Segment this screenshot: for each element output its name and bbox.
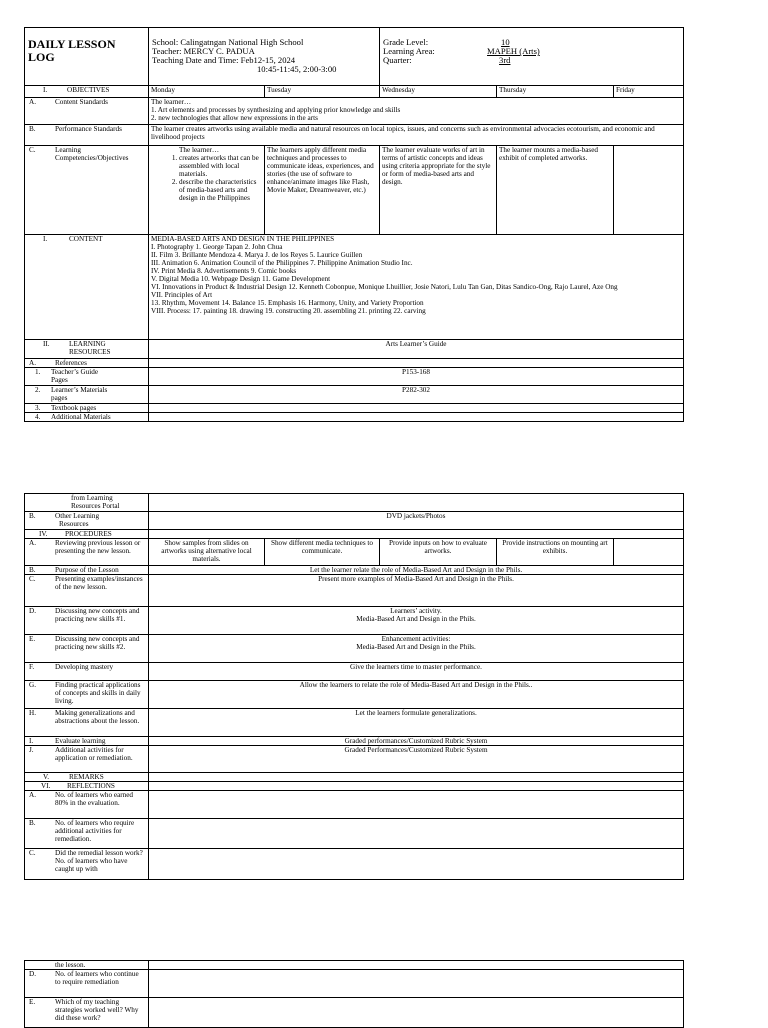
procedure-j-row xyxy=(25,746,684,773)
procedure-a-thursday: Provide instructions on mounting art exhibits. xyxy=(497,539,614,566)
procedure-e-row xyxy=(25,635,684,663)
procedure-d-row xyxy=(25,607,684,635)
performance-standards-text: The learner creates artworks using available media and natural resources on local topics, issues, and concerns such as environmental advocacies ecotourism, and economic and livelihood projects xyxy=(149,125,684,146)
reflection-c-cont-row xyxy=(25,961,684,970)
reflection-e-row xyxy=(25,998,684,1028)
textbook-row xyxy=(25,404,684,413)
content-row xyxy=(25,235,684,340)
area-label: Learning Area: xyxy=(383,46,435,56)
lesson-log-page-1 xyxy=(24,27,684,422)
procedure-e-value: Enhancement activities: Media-Based Art and Design in the Phils. xyxy=(149,635,684,663)
teacher-name: Teacher: MERCY C. PADUA xyxy=(152,46,255,56)
header-row xyxy=(25,28,684,86)
reflection-a-row xyxy=(25,791,684,819)
other-resources-label: B. Other Learning Resources xyxy=(25,512,149,530)
procedure-b-value: Let the learner relate the role of Media-Based Art and Design in the Phils. xyxy=(149,566,684,575)
procedure-h-row xyxy=(25,709,684,737)
quarter-value: 3rd xyxy=(499,55,511,65)
reflections-heading: VI. REFLECTIONS xyxy=(25,782,149,791)
reflection-e-label: E. Which of my teaching strategies worked well? Why did these work? xyxy=(25,998,149,1028)
grade-label: Grade Level: xyxy=(383,37,429,47)
learning-resources-row xyxy=(25,340,684,359)
competencies-row xyxy=(25,146,684,235)
competencies-monday: The learner… 1. creates artworks that can be assembled with local materials. 2. describe the characteristics of media-based arts and design in the Philippines xyxy=(149,146,265,235)
textbook-label: 3. Textbook pages xyxy=(25,404,149,413)
day-wednesday: Wednesday xyxy=(380,86,497,98)
lesson-log-page-2 xyxy=(24,493,684,880)
content-standards-label: A. Content Standards xyxy=(25,98,149,125)
content-text: MEDIA-BASED ARTS AND DESIGN IN THE PHILIPPINES I. Photography 1. George Tapan 2. John Chua II. Film 3. Brillante Mendoza 4. Marya J. de los Reyes 5. Laurice Guillen III. Animation 6. Animation Council of the Philippines 7. Philippine Animation Studio Inc. IV. Print Media 8. Advertisements 9. Comic books V. Digital Media 10. Webpage Design 11. Game Development VI. Innovations in Product & Industrial Design 12. Kenneth Cobonpue, Monique Lhuillier, Josie Natori, Lulu Tan Gan, Ditas Sandico-Ong, Rajo Laurel, Aze Ong VII. Principles of Art 13. Rhythm, Movement 14. Balance 15. Emphasis 16. Harmony, Unity, and Variety Proportion VIII. Process: 17. painting 18. drawing 19. constructing 20. assembling 21. printing 22. carving xyxy=(149,235,684,340)
performance-standards-label: B. Performance Standards xyxy=(25,125,149,146)
school-info xyxy=(149,28,380,86)
reflection-c-label: C. Did the remedial lesson work? No. of learners who have caught up with xyxy=(25,849,149,880)
competencies-tuesday: The learners apply different media techniques and processes to communicate ideas, experiences, and stories (the use of software to enhance/animate images like Flash, Movie Maker, Dreamweaver, etc.) xyxy=(265,146,380,235)
tg-pages-row xyxy=(25,368,684,386)
procedure-i-row xyxy=(25,737,684,746)
procedure-a-tuesday: Show different media techniques to communicate. xyxy=(265,539,380,566)
competencies-friday xyxy=(614,146,684,235)
competencies-thursday: The learner mounts a media-based exhibit of completed artworks. xyxy=(497,146,614,235)
lesson-log-page-3 xyxy=(24,960,684,1028)
lm-pages-row xyxy=(25,386,684,404)
quarter-label: Quarter: xyxy=(383,55,412,65)
tg-pages-label: 1. Teacher’s Guide Pages xyxy=(25,368,149,386)
performance-standards-row xyxy=(25,125,684,146)
content-heading: I. CONTENT xyxy=(25,235,149,340)
procedure-i-label: I. Evaluate learning xyxy=(25,737,149,746)
procedures-heading-row xyxy=(25,530,684,539)
procedure-h-label: H. Making generalizations and abstractions about the lesson. xyxy=(25,709,149,737)
content-standards-text: The learner… 1. Art elements and processes by synthesizing and applying prior knowledge and skills 2. new technologies that allow new expressions in the arts xyxy=(149,98,684,125)
school-name: School: Calingatngan National High School xyxy=(152,37,304,47)
remarks-heading: V. REMARKS xyxy=(25,773,149,782)
references-row xyxy=(25,359,684,368)
procedure-a-wednesday: Provide inputs on how to evaluate artworks. xyxy=(380,539,497,566)
reflections-row xyxy=(25,782,684,791)
procedure-j-label: J. Additional activities for application or remediation. xyxy=(25,746,149,773)
procedure-c-label: C. Presenting examples/instances of the new lesson. xyxy=(25,575,149,607)
additional-materials-label: 4. Additional Materials xyxy=(25,413,149,422)
procedure-f-row xyxy=(25,663,684,681)
procedure-g-value: Allow the learners to relate the role of Media-Based Art and Design in the Phils.. xyxy=(149,681,684,709)
objectives-heading: I. OBJECTIVES xyxy=(25,86,149,98)
procedure-f-label: F. Developing mastery xyxy=(25,663,149,681)
other-resources-row xyxy=(25,512,684,530)
reflection-d-row xyxy=(25,970,684,998)
day-friday: Friday xyxy=(614,86,684,98)
tg-pages-value: P153-168 xyxy=(149,368,684,386)
additional-materials-row xyxy=(25,413,684,422)
procedure-b-row xyxy=(25,566,684,575)
procedure-g-label: G. Finding practical applications of concepts and skills in daily living. xyxy=(25,681,149,709)
content-standards-row xyxy=(25,98,684,125)
learning-resources-value: Arts Learner’s Guide xyxy=(149,340,684,359)
doc-title: DAILY LESSON LOG xyxy=(25,28,149,86)
day-monday: Monday xyxy=(149,86,265,98)
lm-pages-label: 2. Learner’s Materials pages xyxy=(25,386,149,404)
objectives-row xyxy=(25,86,684,98)
competencies-label: C. Learning Competencies/Objectives xyxy=(25,146,149,235)
learning-resources-heading: II. LEARNING RESOURCES xyxy=(25,340,149,359)
grade-value: 10 xyxy=(501,37,510,47)
reflection-a-label: A. No. of learners who earned 80% in the evaluation. xyxy=(25,791,149,819)
procedure-c-value: Present more examples of Media-Based Art and Design in the Phils. xyxy=(149,575,684,607)
class-info xyxy=(380,28,684,86)
teaching-date: Teaching Date and Time: Feb12-15, 2024 xyxy=(152,55,296,65)
reflection-c-cont: the lesson. xyxy=(25,961,149,970)
procedures-heading: IV. PROCEDURES xyxy=(25,530,149,539)
procedure-a-row xyxy=(25,539,684,566)
procedure-f-value: Give the learners time to master performance. xyxy=(149,663,684,681)
procedure-c-row xyxy=(25,575,684,607)
teaching-time: 10:45-11:45, 2:00-3:00 xyxy=(257,64,337,74)
area-value: MAPEH (Arts) xyxy=(487,46,540,56)
procedure-j-value: Graded Performances/Customized Rubric System xyxy=(149,746,684,773)
day-tuesday: Tuesday xyxy=(265,86,380,98)
procedure-g-row xyxy=(25,681,684,709)
procedure-d-value: Learners’ activity. Media-Based Art and Design in the Phils. xyxy=(149,607,684,635)
procedure-b-label: B. Purpose of the Lesson xyxy=(25,566,149,575)
remarks-row xyxy=(25,773,684,782)
additional-materials-cont-row xyxy=(25,494,684,512)
competencies-wednesday: The learner evaluate works of art in terms of artistic concepts and ideas using criteria appropriate for the style or form of media-based arts and design. xyxy=(380,146,497,235)
procedure-a-friday xyxy=(614,539,684,566)
reflection-b-row xyxy=(25,819,684,849)
procedure-a-label: A. Reviewing previous lesson or presenting the new lesson. xyxy=(25,539,149,566)
procedure-e-label: E. Discussing new concepts and practicing new skills #2. xyxy=(25,635,149,663)
day-thursday: Thursday xyxy=(497,86,614,98)
other-resources-value: DVD jackets/Photos xyxy=(149,512,684,530)
additional-materials-cont: from Learning Resources Portal xyxy=(25,494,149,512)
reflection-c-row xyxy=(25,849,684,880)
lm-pages-value: P282-302 xyxy=(149,386,684,404)
references-label: A. References xyxy=(25,359,149,368)
procedure-a-monday: Show samples from slides on artworks using alternative local materials. xyxy=(149,539,265,566)
procedure-d-label: D. Discussing new concepts and practicing new skills #1. xyxy=(25,607,149,635)
reflection-b-label: B. No. of learners who require additional activities for remediation. xyxy=(25,819,149,849)
procedure-h-value: Let the learners formulate generalizations. xyxy=(149,709,684,737)
procedure-i-value: Graded performances/Customized Rubric System xyxy=(149,737,684,746)
reflection-d-label: D. No. of learners who continue to require remediation xyxy=(25,970,149,998)
